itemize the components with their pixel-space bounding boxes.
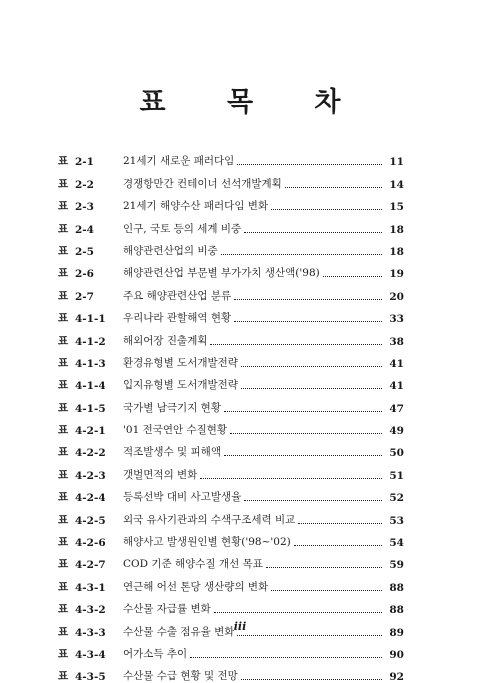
dot-leader [234, 321, 382, 322]
entry-number: 2-7 [75, 290, 94, 303]
entry-number: 4-3-3 [75, 626, 106, 639]
entry-page-number: 59 [389, 559, 404, 572]
toc-entry[interactable] [58, 392, 404, 414]
entry-label: 연근해 어선 톤당 생산량의 변화 [123, 580, 269, 593]
dot-leader [230, 433, 382, 434]
dot-leader [266, 567, 382, 568]
entry-number: 4-3-1 [75, 581, 106, 594]
entry-page-number: 20 [389, 290, 404, 303]
entry-number: 4-2-5 [75, 514, 106, 527]
entry-prefix: 표 [58, 446, 69, 459]
entry-prefix: 표 [58, 379, 69, 392]
entry-prefix: 표 [58, 401, 69, 414]
entry-label: 21세기 해양수산 패러다임 변화 [123, 200, 269, 213]
entry-label: 수산물 자급률 변화 [123, 603, 211, 616]
entry-number: 4-3-4 [75, 648, 106, 661]
entry-prefix: 표 [58, 647, 69, 660]
entry-prefix: 표 [58, 513, 69, 526]
toc-entry[interactable] [58, 571, 404, 593]
entry-label: 해외어장 진출계획 [123, 334, 208, 347]
entry-number: 2-1 [75, 156, 94, 169]
entry-number: 4-2-1 [75, 425, 106, 438]
toc-entry[interactable] [58, 370, 404, 392]
entry-label: 등록선박 대비 사고발생율 [123, 491, 242, 504]
entry-number: 4-1-5 [75, 402, 106, 415]
toc-entry[interactable] [58, 191, 404, 213]
entry-prefix: 표 [58, 558, 69, 571]
entry-label: 수산물 수급 현황 및 전망 [123, 670, 238, 683]
entry-page-number: 11 [389, 156, 404, 169]
entry-number: 4-2-3 [75, 469, 106, 482]
entry-number: 4-1-3 [75, 357, 106, 370]
entry-label: 적조발생수 및 피해액 [123, 446, 221, 459]
entry-page-number: 53 [389, 514, 404, 527]
dot-leader [298, 523, 382, 524]
entry-page-number: 51 [389, 469, 404, 482]
entry-number: 4-3-5 [75, 671, 106, 683]
toc-entry[interactable] [58, 146, 404, 168]
toc-entry[interactable] [58, 594, 404, 616]
toc-entry[interactable] [58, 437, 404, 459]
entry-page-number: 54 [389, 537, 404, 550]
toc-entry[interactable] [58, 415, 404, 437]
dot-leader [294, 545, 382, 546]
entry-label: '01 전국연안 수질현황 [123, 424, 228, 437]
entry-prefix: 표 [58, 468, 69, 481]
entry-label: 우리나라 관할해역 현황 [123, 312, 232, 325]
entry-number: 4-2-4 [75, 492, 106, 505]
dot-leader [224, 455, 382, 456]
dot-leader [224, 411, 382, 412]
entry-label: 해양사고 발생원인별 현황('98~'02) [123, 536, 291, 549]
entry-label: 경쟁항만간 컨테이너 선석개발계획 [123, 177, 282, 190]
entry-prefix: 표 [58, 536, 69, 549]
page-footer-number: iii [233, 620, 247, 633]
toc-entry[interactable] [58, 504, 404, 526]
entry-prefix: 표 [58, 222, 69, 235]
dot-leader [285, 187, 382, 188]
toc-entry[interactable] [58, 482, 404, 504]
entry-prefix: 표 [58, 356, 69, 369]
entry-label: 수산물 수출 점유율 변화 [123, 625, 235, 638]
toc-entry[interactable] [58, 236, 404, 258]
entry-prefix: 표 [58, 312, 69, 325]
entry-label: COD 기준 해양수질 개선 목표 [123, 558, 263, 571]
entry-number: 4-1-4 [75, 380, 106, 393]
entry-prefix: 표 [58, 491, 69, 504]
dot-leader [234, 299, 382, 300]
entry-number: 2-3 [75, 201, 94, 214]
entry-prefix: 표 [58, 334, 69, 347]
entry-number: 4-1-1 [75, 313, 106, 326]
dot-leader [190, 657, 382, 658]
dot-leader [271, 590, 382, 591]
entry-page-number: 50 [389, 447, 404, 460]
dot-leader [237, 164, 382, 165]
toc-entry[interactable] [58, 258, 404, 280]
entry-number: 2-4 [75, 223, 94, 236]
entry-page-number: 38 [389, 335, 404, 348]
entry-prefix: 표 [58, 289, 69, 302]
dot-leader [214, 612, 382, 613]
toc-entry[interactable] [58, 661, 404, 683]
table-of-contents [58, 146, 404, 683]
entry-page-number: 18 [389, 245, 404, 258]
toc-entry[interactable] [58, 213, 404, 235]
entry-prefix: 표 [58, 424, 69, 437]
toc-entry[interactable] [58, 639, 404, 661]
entry-number: 4-2-2 [75, 447, 106, 460]
entry-prefix: 표 [58, 244, 69, 257]
entry-label: 환경유형별 도서개발전략 [123, 356, 238, 369]
toc-entry[interactable] [58, 280, 404, 302]
toc-entry[interactable] [58, 168, 404, 190]
entry-number: 2-2 [75, 178, 94, 191]
toc-entry[interactable] [58, 527, 404, 549]
entry-prefix: 표 [58, 580, 69, 593]
entry-prefix: 표 [58, 155, 69, 168]
dot-leader [241, 388, 382, 389]
entry-number: 4-2-7 [75, 559, 106, 572]
entry-label: 해양관련산업 부문별 부가가치 생산액('98) [123, 267, 320, 280]
entry-number: 4-1-2 [75, 335, 106, 348]
entry-page-number: 88 [389, 604, 404, 617]
toc-entry[interactable] [58, 459, 404, 481]
entry-prefix: 표 [58, 625, 69, 638]
entry-label: 어가소득 추이 [123, 647, 188, 660]
entry-page-number: 47 [389, 402, 404, 415]
entry-page-number: 15 [389, 201, 404, 214]
dot-leader [244, 232, 382, 233]
entry-page-number: 14 [389, 178, 404, 191]
dot-leader [241, 679, 382, 680]
entry-label: 국가별 남극기지 현황 [123, 401, 221, 414]
entry-label: 주요 해양관련산업 분류 [123, 289, 232, 302]
toc-entry[interactable] [58, 303, 404, 325]
entry-page-number: 52 [389, 492, 404, 505]
entry-page-number: 89 [389, 626, 404, 639]
entry-prefix: 표 [58, 670, 69, 683]
entry-page-number: 18 [389, 223, 404, 236]
dot-leader [244, 500, 382, 501]
entry-page-number: 41 [389, 357, 404, 370]
entry-page-number: 92 [389, 671, 404, 683]
dot-leader [323, 276, 382, 277]
dot-leader [271, 209, 382, 210]
entry-page-number: 88 [389, 581, 404, 594]
toc-entry[interactable] [58, 325, 404, 347]
entry-prefix: 표 [58, 267, 69, 280]
entry-page-number: 19 [389, 268, 404, 281]
dot-leader [210, 344, 382, 345]
dot-leader [241, 366, 382, 367]
entry-label: 해양관련산업의 비중 [123, 244, 218, 257]
entry-label: 21세기 새로운 패러다임 [123, 155, 235, 168]
entry-number: 4-2-6 [75, 537, 106, 550]
entry-page-number: 41 [389, 380, 404, 393]
entry-prefix: 표 [58, 603, 69, 616]
entry-number: 2-5 [75, 245, 94, 258]
dot-leader [221, 254, 382, 255]
entry-label: 외국 유사기관과의 수색구조세력 비교 [123, 513, 296, 526]
entry-page-number: 49 [389, 425, 404, 438]
toc-entry[interactable] [58, 348, 404, 370]
page-title: 표 목 차 [139, 87, 367, 118]
entry-number: 4-3-2 [75, 604, 106, 617]
entry-prefix: 표 [58, 200, 69, 213]
dot-leader [237, 635, 382, 636]
entry-label: 입지유형별 도서개발전략 [123, 379, 238, 392]
entry-number: 2-6 [75, 268, 94, 281]
entry-page-number: 90 [389, 648, 404, 661]
dot-leader [200, 478, 382, 479]
entry-page-number: 33 [389, 313, 404, 326]
entry-label: 인구, 국토 등의 세계 비중 [123, 222, 242, 235]
toc-entry[interactable] [58, 549, 404, 571]
entry-label: 갯벌면적의 변화 [123, 468, 198, 481]
entry-prefix: 표 [58, 177, 69, 190]
